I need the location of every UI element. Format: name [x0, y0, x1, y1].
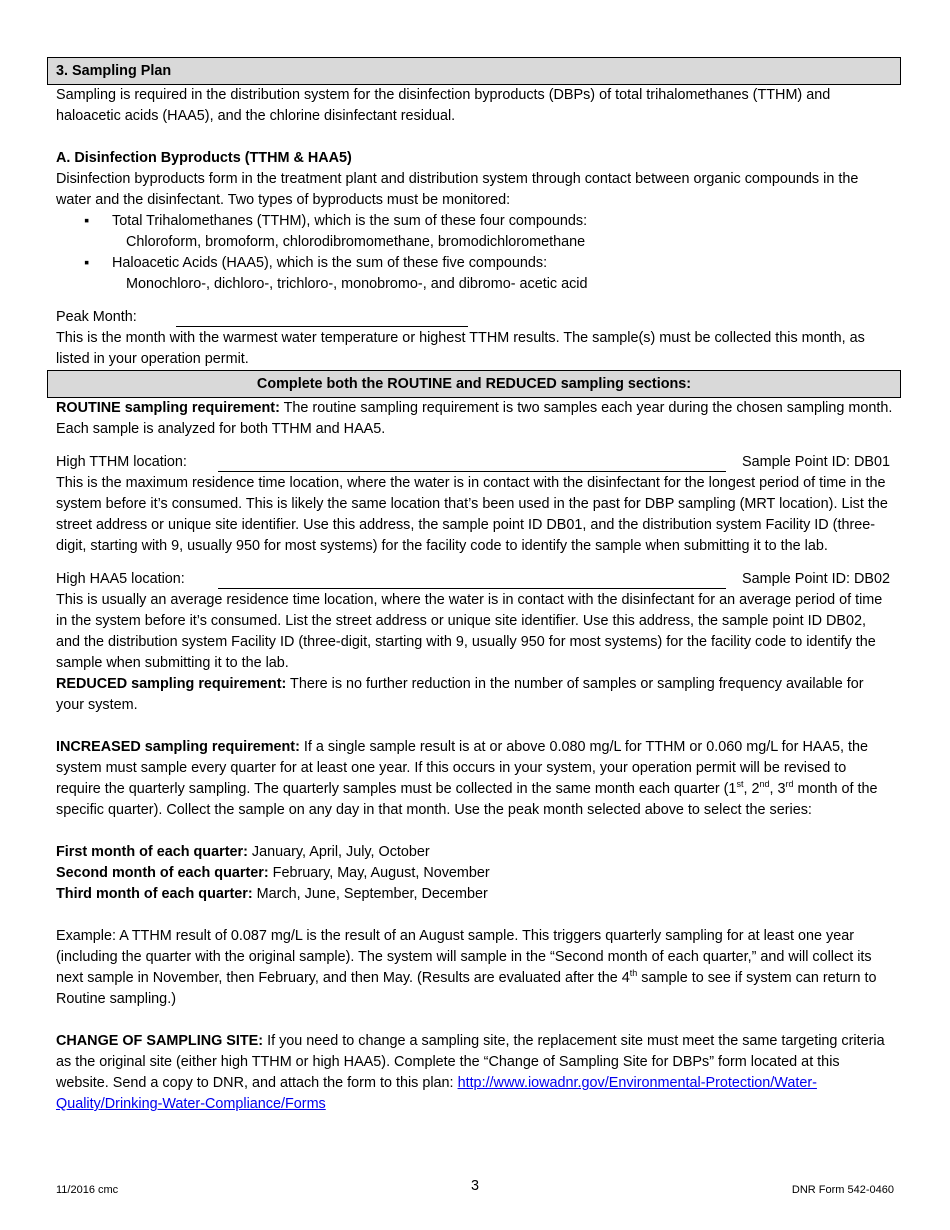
- section-header: 3. Sampling Plan: [47, 57, 901, 85]
- dbp-text: Disinfection byproducts form in the treatment plant and distribution system through contact between organic compounds in the water and the disinfectant. Two types of byproducts must be monitored:: [56, 171, 859, 208]
- increased-paragraph: [56, 737, 894, 821]
- change-site-text: If you need to change a sampling site, the replacement site must meet the same targeting criteria as the original site (either high TTHM or high HAA5). Complete the “Change of Sampling Site for DBPs” form located at this website. Send a copy to DNR, and attach the form to this plan:: [56, 1033, 885, 1091]
- complete-sections-header: Complete both the ROUTINE and REDUCED sampling sections:: [47, 370, 901, 398]
- ordinal-suffix: rd: [785, 779, 794, 790]
- tthm-location-text: This is the maximum residence time location, where the water is in contact with the disinfectant for the longest period of time in the system before it’s consumed. This is likely the same location that’s been used in the past for DBP sampling (MRT location). List the street address or unique site identifier. Use this address, the sample point ID DB01, and the distribution system Facility ID (three-digit, starting with 9, usually 950 for most systems) for the facility code to identify the sample when submitting it to the lab.: [56, 475, 888, 554]
- quarter-label: Third month of each quarter:: [56, 886, 253, 902]
- reduced-text: There is no further reduction in the number of samples or sampling frequency available for your system.: [56, 676, 864, 713]
- haa5-location-label: High HAA5 location:: [56, 571, 185, 587]
- haa5-location-text: This is usually an average residence time location, where the water is in contact with the disinfectant for an average period of time in the system before it’s consumed. List the street address or unique site identifier. Use this address, the sample point ID DB02, and the distribution system Facility ID (three-digit, starting with 9, usually 950 for most systems) for the facility code to identify the sample when submitting it to the lab.: [56, 592, 883, 671]
- list-item: [56, 211, 894, 232]
- routine-heading: ROUTINE sampling requirement:: [56, 400, 280, 416]
- ordinal-suffix: st: [736, 779, 744, 790]
- tthm-location-label: High TTHM location:: [56, 454, 187, 470]
- quarter-months: January, April, July, October: [247, 844, 430, 860]
- example-paragraph: [56, 926, 894, 1010]
- list-subitem: Monochloro-, dichloro-, trichloro-, monobromo-, and dibromo- acetic acid: [126, 276, 588, 292]
- quarter-label: Second month of each quarter:: [56, 865, 269, 881]
- list-subitem: Chloroform, bromoform, chlorodibromomethane, bromodichloromethane: [126, 234, 586, 250]
- ordinal-suffix: th: [629, 968, 638, 979]
- quarter-row: [56, 863, 894, 884]
- haa5-sample-point: Sample Point ID: DB02: [742, 571, 890, 587]
- forms-link[interactable]: http://www.iowadnr.gov/Environmental-Protection/Water-Quality/Drinking-Water-Compliance/Forms: [56, 1075, 817, 1112]
- example-text: sample to see if system can return to Routine sampling.): [56, 970, 877, 1007]
- quarter-months: February, May, August, November: [268, 865, 490, 881]
- list-item: [56, 253, 894, 274]
- quarter-months: March, June, September, December: [252, 886, 488, 902]
- increased-text: , 2: [743, 781, 760, 797]
- increased-heading: INCREASED sampling requirement:: [56, 739, 300, 755]
- footer-date: 11/2016 cmc: [56, 1184, 119, 1196]
- byproduct-list: [56, 211, 894, 295]
- peak-month-row: [56, 307, 894, 328]
- bullet-label: Haloacetic Acids (HAA5), which is the sum of these five compounds:: [112, 255, 548, 271]
- intro-text: Sampling is required in the distribution system for the disinfection byproducts (DBPs) of total trihalomethanes (TTHM) and haloacetic acids (HAA5), and the chlorine disinfectant residual.: [56, 87, 831, 124]
- reduced-paragraph: [56, 674, 894, 716]
- peak-month-field[interactable]: [176, 307, 468, 327]
- routine-text: The routine sampling requirement is two samples each year during the chosen sampling month. Each sample is analyzed for both TTHM and HAA5.: [56, 400, 893, 437]
- square-bullet-icon: ▪: [84, 213, 90, 229]
- square-bullet-icon: ▪: [84, 255, 90, 271]
- tthm-location-row: [56, 452, 894, 473]
- quarter-label: First month of each quarter:: [56, 844, 248, 860]
- quarter-row: [56, 884, 894, 905]
- increased-text: If a single sample result is at or above 0.080 mg/L for TTHM or 0.060 mg/L for HAA5, the system must sample every quarter for at least one year. If this occurs in your system, your operation permit will be revised to require the quarterly sampling. The quarterly samples must be collected in the same month each quarter (1: [56, 739, 869, 797]
- ordinal-suffix: nd: [759, 779, 770, 790]
- quarter-row: [56, 842, 894, 863]
- bullet-label: Total Trihalomethanes (TTHM), which is the sum of these four compounds:: [112, 213, 588, 229]
- tthm-sample-point: Sample Point ID: DB01: [742, 454, 890, 470]
- peak-month-text: This is the month with the warmest water temperature or highest TTHM results. The sample(s) must be collected this month, as listed in your operation permit.: [56, 330, 865, 367]
- increased-text: month of the specific quarter). Collect the sample on any day in that month. Use the peak month selected above to select the series:: [56, 781, 878, 818]
- routine-paragraph: [56, 398, 894, 440]
- example-text: Example: A TTHM result of 0.087 mg/L is the result of an August sample. This triggers quarterly sampling for at least one year (including the quarter with the original sample). The system will sample in the “Second month of each quarter,” and will collect its next sample in November, then February, and then May. (Results are evaluated after the 4: [56, 928, 872, 986]
- form-page: [56, 57, 894, 1115]
- change-site-heading: CHANGE OF SAMPLING SITE:: [56, 1033, 264, 1049]
- haa5-location-field[interactable]: [218, 569, 726, 589]
- change-site-paragraph: [56, 1031, 894, 1115]
- reduced-heading: REDUCED sampling requirement:: [56, 676, 287, 692]
- dbp-heading: A. Disinfection Byproducts (TTHM & HAA5): [56, 150, 352, 166]
- tthm-location-field[interactable]: [218, 452, 726, 472]
- haa5-location-row: [56, 569, 894, 590]
- page-number: 3: [470, 1178, 479, 1194]
- increased-text: , 3: [769, 781, 786, 797]
- peak-month-label: Peak Month:: [56, 309, 137, 325]
- form-number: DNR Form 542-0460: [791, 1184, 894, 1196]
- page-footer: [56, 1176, 894, 1196]
